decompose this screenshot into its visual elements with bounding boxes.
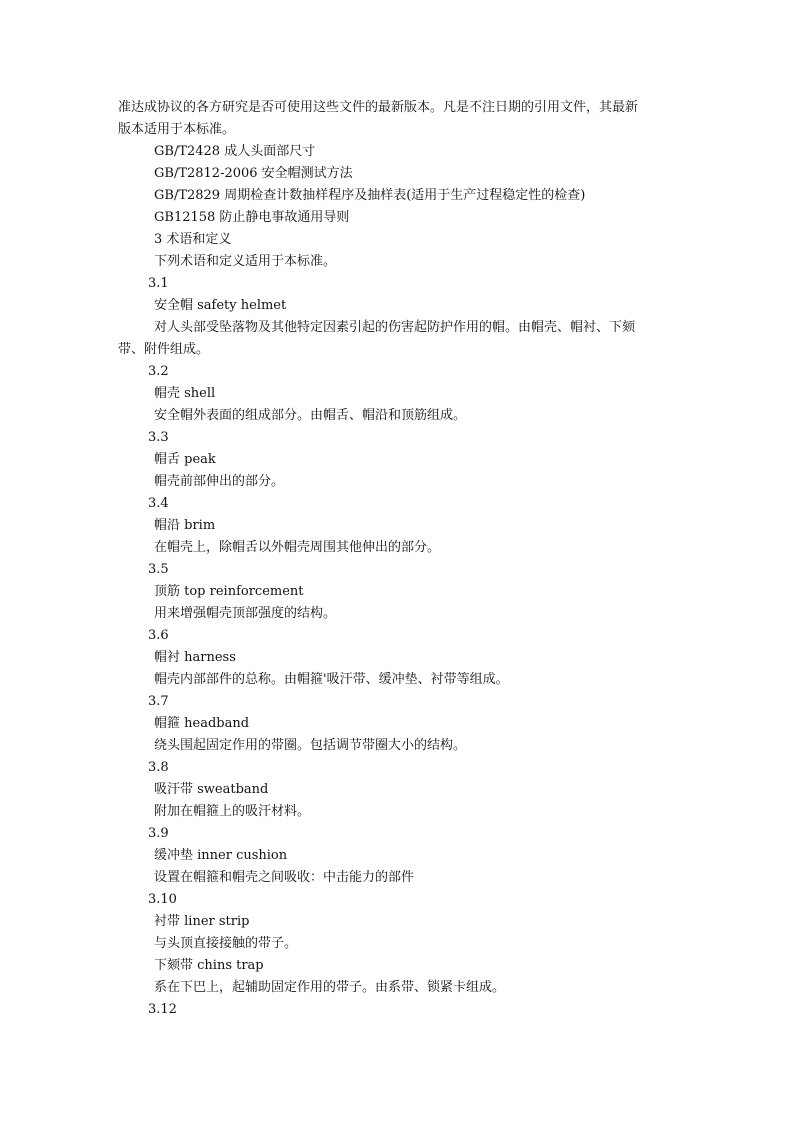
clause-number: 3.12 [148, 1002, 177, 1017]
term-title: 安全帽 safety helmet [154, 298, 287, 313]
term-title: 帽壳 shell [154, 386, 216, 401]
term-title: 下颏带 chins trap [154, 958, 264, 973]
term-title: 帽箍 headband [154, 716, 250, 731]
reference-item: GB/T2829 周期检查计数抽样程序及抽样表(适用于生产过程稳定性的检查) [154, 188, 586, 203]
clause-number: 3.9 [148, 826, 169, 841]
text-line: 下列术语和定义适用于本标准。 [154, 254, 337, 269]
clause-number: 3.7 [148, 694, 169, 709]
clause-number: 3.4 [148, 496, 169, 511]
term-title: 吸汗带 sweatband [154, 782, 269, 797]
term-title: 帽沿 brim [154, 518, 216, 533]
term-definition: 带、附件组成。 [118, 342, 210, 357]
reference-item: GB/T2428 成人头面部尺寸 [154, 144, 316, 159]
text-line: 准达成协议的各方研究是否可使用这些文件的最新版本。凡是不注日期的引用文件，其最新 [118, 100, 639, 115]
term-definition: 设置在帽箍和帽壳之间吸收：中击能力的部件 [154, 870, 415, 885]
term-definition: 帽壳内部部件的总称。由帽箍'吸汗带、缓冲垫、衬带等组成。 [154, 672, 509, 687]
clause-number: 3.8 [148, 760, 169, 775]
term-title: 缓冲垫 inner cushion [154, 848, 288, 863]
term-definition: 与头顶直接接触的带子。 [154, 936, 298, 951]
section-heading: 3 术语和定义 [154, 232, 232, 247]
term-definition: 帽壳前部伸出的部分。 [154, 474, 285, 489]
term-definition: 对人头部受坠落物及其他特定因素引起的伤害起防护作用的帽。由帽壳、帽衬、下颏 [154, 320, 636, 335]
term-title: 帽舌 peak [154, 452, 216, 467]
clause-number: 3.1 [148, 276, 169, 291]
clause-number: 3.2 [148, 364, 169, 379]
term-title: 衬带 liner strip [154, 914, 250, 929]
term-title: 顶筋 top reinforcement [154, 584, 304, 599]
term-definition: 用来增强帽壳顶部强度的结构。 [154, 606, 337, 621]
clause-number: 3.10 [148, 892, 177, 907]
reference-item: GB12158 防止静电事故通用导则 [154, 210, 350, 225]
term-definition: 绕头围起固定作用的带圈。包括调节带圈大小的结构。 [154, 738, 467, 753]
reference-item: GB/T2812-2006 安全帽测试方法 [154, 166, 353, 181]
clause-number: 3.3 [148, 430, 169, 445]
clause-number: 3.5 [148, 562, 169, 577]
term-definition: 在帽壳上，除帽舌以外帽壳周围其他伸出的部分。 [154, 540, 441, 555]
term-definition: 安全帽外表面的组成部分。由帽舌、帽沿和顶筋组成。 [154, 408, 467, 423]
text-line: 版本适用于本标准。 [118, 122, 236, 137]
term-definition: 系在下巴上，起辅助固定作用的带子。由系带、锁紧卡组成。 [154, 980, 506, 995]
term-definition: 附加在帽箍上的吸汗材料。 [154, 804, 311, 819]
term-title: 帽衬 harness [154, 650, 236, 665]
clause-number: 3.6 [148, 628, 169, 643]
